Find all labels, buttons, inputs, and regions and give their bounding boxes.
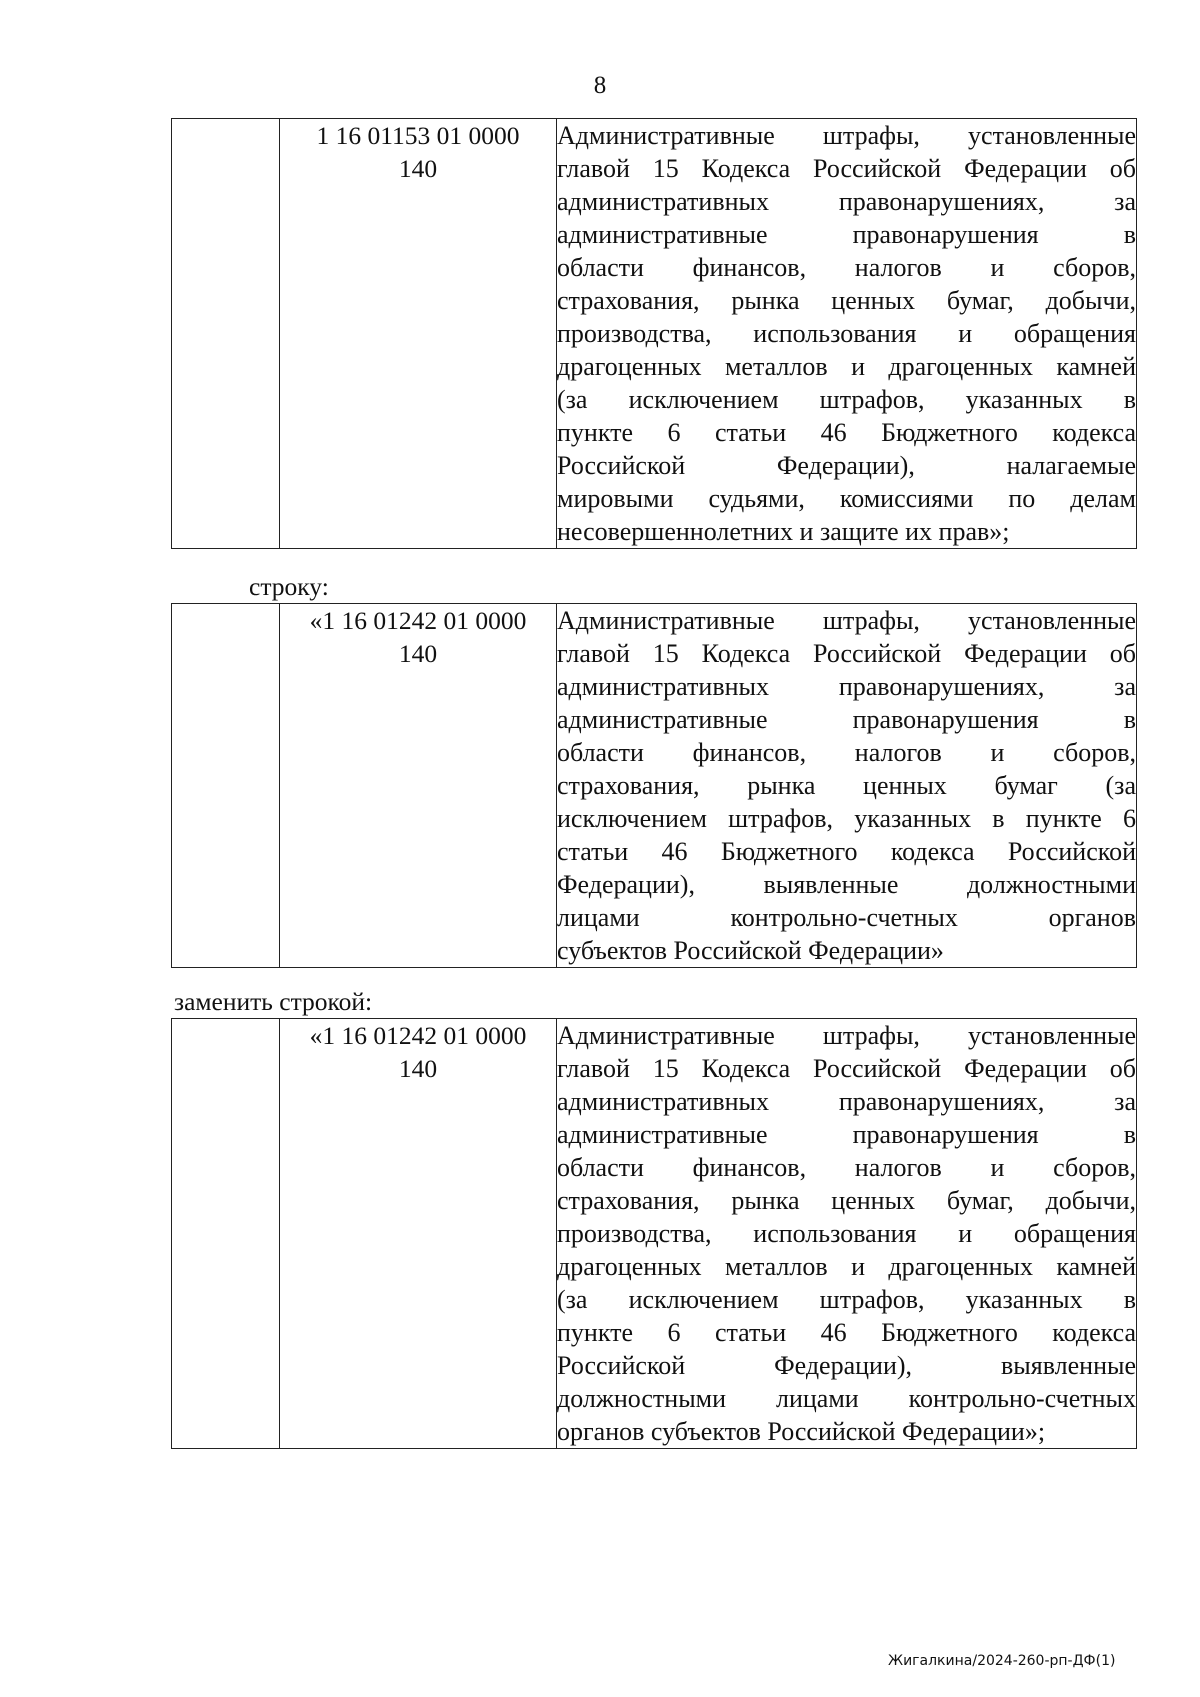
description-line: административные правонарушения в [557,1120,1136,1149]
label-stroku: строку: [249,572,329,601]
code-line: «1 16 01242 01 0000 [309,1021,527,1050]
code-line: 140 [398,1054,438,1083]
description-line: субъектов Российской Федерации» [557,936,944,965]
description-line: лицами контрольно-счетных органов [557,903,1136,932]
description-cell [557,119,1137,549]
code-line: 140 [398,154,438,183]
description-line: административных правонарушениях, за [557,187,1136,216]
code-line: 140 [398,639,438,668]
description-cell [557,604,1137,968]
code-line: 1 16 01153 01 0000 [316,121,520,150]
empty-cell [172,1019,280,1449]
description-line: производства, использования и обращения [557,319,1136,348]
description-line: должностными лицами контрольно-счетных [557,1384,1136,1413]
description-line: несовершеннолетних и защите их прав»; [557,517,1010,546]
description-line: производства, использования и обращения [557,1219,1136,1248]
description-line: мировыми судьями, комиссиями по делам [557,484,1136,513]
description-line: административные правонарушения в [557,705,1136,734]
description-line: драгоценных металлов и драгоценных камней [557,1252,1136,1281]
description-line: Федерации), выявленные должностными [557,870,1136,899]
empty-cell [172,119,280,549]
description-line: органов субъектов Российской Федерации»; [557,1417,1046,1446]
description-line: страхования, рынка ценных бумаг, добычи, [557,1186,1136,1215]
page-number: 8 [593,72,607,99]
description-line: пункте 6 статьи 46 Бюджетного кодекса [557,418,1136,447]
description-line: драгоценных металлов и драгоценных камней [557,352,1136,381]
description-line: области финансов, налогов и сборов, [557,1153,1136,1182]
label-zamenit-strokoy: заменить строкой: [174,987,373,1016]
document-footer: Жигалкина/2024-260-рп-ДФ(1) [888,1653,1116,1669]
description-line: (за исключением штрафов, указанных в [557,1285,1136,1314]
description-line: административных правонарушениях, за [557,1087,1136,1116]
table-row [172,119,1137,549]
description-cell [557,1019,1137,1449]
empty-cell [172,604,280,968]
description-line: Административные штрафы, установленные [557,606,1136,635]
description-line: области финансов, налогов и сборов, [557,253,1136,282]
description-line: Российской Федерации), выявленные [557,1351,1136,1380]
classification-table-2 [171,603,1137,968]
code-cell [280,1019,557,1449]
code-cell [280,604,557,968]
description-line: статьи 46 Бюджетного кодекса Российской [557,837,1136,866]
table-row [172,1019,1137,1449]
description-line: Административные штрафы, установленные [557,1021,1136,1050]
description-line: пункте 6 статьи 46 Бюджетного кодекса [557,1318,1136,1347]
code-line: «1 16 01242 01 0000 [309,606,527,635]
description-line: страхования, рынка ценных бумаг, добычи, [557,286,1136,315]
description-line: административных правонарушениях, за [557,672,1136,701]
description-line: Административные штрафы, установленные [557,121,1136,150]
description-line: Российской Федерации), налагаемые [557,451,1136,480]
description-line: области финансов, налогов и сборов, [557,738,1136,767]
description-line: страхования, рынка ценных бумаг (за [557,771,1136,800]
description-line: административные правонарушения в [557,220,1136,249]
code-cell [280,119,557,549]
description-line: главой 15 Кодекса Российской Федерации об [557,1054,1136,1083]
classification-table-1 [171,118,1137,549]
description-line: (за исключением штрафов, указанных в [557,385,1136,414]
classification-table-3 [171,1018,1137,1449]
description-line: главой 15 Кодекса Российской Федерации об [557,639,1136,668]
description-line: исключением штрафов, указанных в пункте 6 [557,804,1136,833]
table-row [172,604,1137,968]
description-line: главой 15 Кодекса Российской Федерации об [557,154,1136,183]
